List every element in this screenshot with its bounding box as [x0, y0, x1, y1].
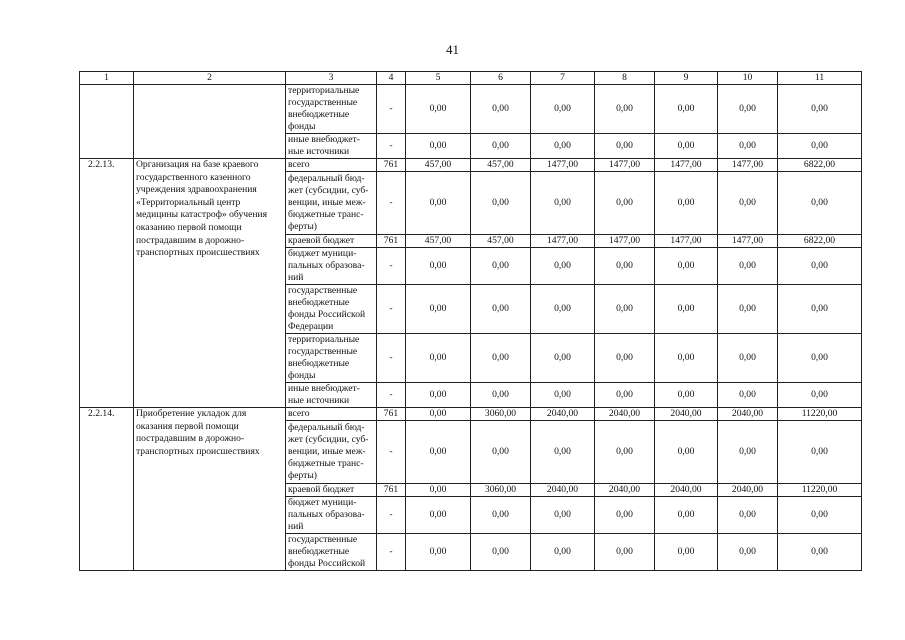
item-name-cell: Приобретение укладок для оказания первой помощи пострадавшим в дорожно-транспортных происшествиях [134, 408, 286, 571]
value-cell: 0,00 [471, 134, 531, 159]
budget-code-cell: 761 [377, 159, 406, 172]
value-cell: 0,00 [595, 285, 655, 334]
value-cell: 0,00 [655, 248, 718, 285]
table-row [80, 85, 862, 134]
value-cell: 1477,00 [718, 159, 778, 172]
funding-source-cell: государственные внебюджетные фонды Российской Федерации [286, 285, 377, 334]
value-cell: 0,00 [471, 497, 531, 534]
value-cell: 0,00 [595, 421, 655, 484]
value-cell: 2040,00 [655, 484, 718, 497]
funding-source-cell: бюджет муници- пальных образова- ний [286, 248, 377, 285]
value-cell: 2040,00 [531, 484, 595, 497]
value-cell: 0,00 [778, 134, 862, 159]
value-cell: 0,00 [718, 172, 778, 235]
value-cell: 0,00 [406, 172, 471, 235]
value-cell: 0,00 [778, 248, 862, 285]
budget-code-cell: - [377, 421, 406, 484]
value-cell: 457,00 [406, 159, 471, 172]
funding-source-cell: федеральный бюд- жет (субсидии, суб- венции, иные меж- бюджетные транс- ферты) [286, 421, 377, 484]
value-cell: 457,00 [471, 235, 531, 248]
funding-source-cell: всего [286, 159, 377, 172]
value-cell: 0,00 [655, 383, 718, 408]
value-cell: 1477,00 [595, 235, 655, 248]
value-cell: 1477,00 [531, 159, 595, 172]
value-cell: 0,00 [778, 172, 862, 235]
value-cell: 0,00 [655, 85, 718, 134]
funding-source-cell: бюджет муници- пальных образова- ний [286, 497, 377, 534]
value-cell: 0,00 [406, 421, 471, 484]
value-cell: 0,00 [406, 248, 471, 285]
column-number-4: 4 [377, 72, 406, 85]
value-cell: 0,00 [595, 334, 655, 383]
value-cell: 0,00 [595, 383, 655, 408]
column-number-3: 3 [286, 72, 377, 85]
value-cell: 2040,00 [718, 408, 778, 421]
value-cell: 0,00 [595, 172, 655, 235]
funding-source-cell: краевой бюджет [286, 484, 377, 497]
value-cell: 0,00 [718, 421, 778, 484]
value-cell: 0,00 [406, 497, 471, 534]
value-cell: 0,00 [655, 334, 718, 383]
value-cell: 6822,00 [778, 235, 862, 248]
value-cell: 0,00 [718, 383, 778, 408]
value-cell: 0,00 [718, 497, 778, 534]
value-cell: 0,00 [406, 383, 471, 408]
value-cell: 2040,00 [595, 484, 655, 497]
table-body [80, 85, 862, 571]
value-cell: 0,00 [778, 285, 862, 334]
budget-code-cell: - [377, 172, 406, 235]
value-cell: 3060,00 [471, 408, 531, 421]
value-cell: 0,00 [406, 285, 471, 334]
column-number-row [80, 72, 862, 85]
budget-code-cell: 761 [377, 484, 406, 497]
funding-source-cell: иные внебюджет- ные источники [286, 383, 377, 408]
item-name-cell [134, 85, 286, 159]
value-cell: 2040,00 [655, 408, 718, 421]
budget-code-cell: 761 [377, 408, 406, 421]
budget-code-cell: - [377, 534, 406, 571]
column-number-9: 9 [655, 72, 718, 85]
value-cell: 0,00 [406, 534, 471, 571]
value-cell: 0,00 [655, 285, 718, 334]
budget-code-cell: - [377, 334, 406, 383]
value-cell: 0,00 [595, 134, 655, 159]
value-cell: 0,00 [778, 85, 862, 134]
funding-source-cell: территориальные государственные внебюджетные фонды [286, 85, 377, 134]
value-cell: 0,00 [531, 134, 595, 159]
budget-code-cell: - [377, 85, 406, 134]
value-cell: 1477,00 [655, 159, 718, 172]
value-cell: 0,00 [406, 484, 471, 497]
value-cell: 0,00 [471, 421, 531, 484]
value-cell: 0,00 [718, 85, 778, 134]
value-cell: 0,00 [471, 383, 531, 408]
funding-source-cell: иные внебюджет- ные источники [286, 134, 377, 159]
funding-source-cell: государственные внебюджетные фонды Российской [286, 534, 377, 571]
value-cell: 0,00 [718, 248, 778, 285]
value-cell: 0,00 [406, 134, 471, 159]
column-number-1: 1 [80, 72, 134, 85]
column-number-8: 8 [595, 72, 655, 85]
budget-table [79, 71, 862, 571]
value-cell: 0,00 [655, 534, 718, 571]
value-cell: 6822,00 [778, 159, 862, 172]
funding-source-cell: всего [286, 408, 377, 421]
value-cell: 0,00 [718, 285, 778, 334]
value-cell: 0,00 [406, 334, 471, 383]
value-cell: 0,00 [778, 534, 862, 571]
value-cell: 0,00 [531, 172, 595, 235]
value-cell: 11220,00 [778, 484, 862, 497]
value-cell: 0,00 [595, 534, 655, 571]
value-cell: 1477,00 [595, 159, 655, 172]
item-code-cell: 2.2.14. [80, 408, 134, 571]
value-cell: 0,00 [655, 497, 718, 534]
item-code-cell [80, 85, 134, 159]
value-cell: 0,00 [595, 85, 655, 134]
page-number: 41 [446, 42, 459, 57]
value-cell: 0,00 [531, 285, 595, 334]
value-cell: 0,00 [655, 172, 718, 235]
value-cell: 1477,00 [531, 235, 595, 248]
funding-source-cell: краевой бюджет [286, 235, 377, 248]
budget-code-cell: 761 [377, 235, 406, 248]
funding-source-cell: территориальные государственные внебюджетные фонды [286, 334, 377, 383]
value-cell: 1477,00 [718, 235, 778, 248]
value-cell: 2040,00 [531, 408, 595, 421]
value-cell: 0,00 [778, 421, 862, 484]
value-cell: 0,00 [595, 497, 655, 534]
column-number-6: 6 [471, 72, 531, 85]
value-cell: 0,00 [471, 85, 531, 134]
budget-code-cell: - [377, 285, 406, 334]
budget-code-cell: - [377, 248, 406, 285]
value-cell: 2040,00 [595, 408, 655, 421]
value-cell: 0,00 [471, 534, 531, 571]
value-cell: 3060,00 [471, 484, 531, 497]
value-cell: 0,00 [595, 248, 655, 285]
value-cell: 0,00 [655, 421, 718, 484]
budget-code-cell: - [377, 383, 406, 408]
value-cell: 0,00 [471, 334, 531, 383]
item-name-cell: Организация на базе краевого государственного казенного учреждения здравоохранения «Территориальный центр медицины катастроф» обучения оказанию первой помощи пострадавшим в дорожно-транспортных происшествиях [134, 159, 286, 408]
value-cell: 0,00 [531, 534, 595, 571]
value-cell: 0,00 [531, 248, 595, 285]
value-cell: 0,00 [531, 383, 595, 408]
item-code-cell: 2.2.13. [80, 159, 134, 408]
value-cell: 2040,00 [718, 484, 778, 497]
column-number-11: 11 [778, 72, 862, 85]
value-cell: 0,00 [471, 248, 531, 285]
value-cell: 0,00 [531, 334, 595, 383]
value-cell: 0,00 [531, 421, 595, 484]
value-cell: 457,00 [471, 159, 531, 172]
value-cell: 0,00 [718, 334, 778, 383]
table-row [80, 159, 862, 172]
table-row [80, 408, 862, 421]
value-cell: 457,00 [406, 235, 471, 248]
column-number-10: 10 [718, 72, 778, 85]
value-cell: 0,00 [406, 85, 471, 134]
value-cell: 0,00 [531, 497, 595, 534]
value-cell: 0,00 [718, 134, 778, 159]
value-cell: 0,00 [778, 334, 862, 383]
funding-source-cell: федеральный бюд- жет (субсидии, суб- венции, иные меж- бюджетные транс- ферты) [286, 172, 377, 235]
value-cell: 11220,00 [778, 408, 862, 421]
column-number-5: 5 [406, 72, 471, 85]
value-cell: 0,00 [406, 408, 471, 421]
column-number-2: 2 [134, 72, 286, 85]
value-cell: 0,00 [531, 85, 595, 134]
value-cell: 0,00 [471, 285, 531, 334]
value-cell: 0,00 [778, 497, 862, 534]
budget-code-cell: - [377, 497, 406, 534]
column-number-7: 7 [531, 72, 595, 85]
value-cell: 1477,00 [655, 235, 718, 248]
value-cell: 0,00 [655, 134, 718, 159]
value-cell: 0,00 [778, 383, 862, 408]
budget-code-cell: - [377, 134, 406, 159]
value-cell: 0,00 [471, 172, 531, 235]
value-cell: 0,00 [718, 534, 778, 571]
